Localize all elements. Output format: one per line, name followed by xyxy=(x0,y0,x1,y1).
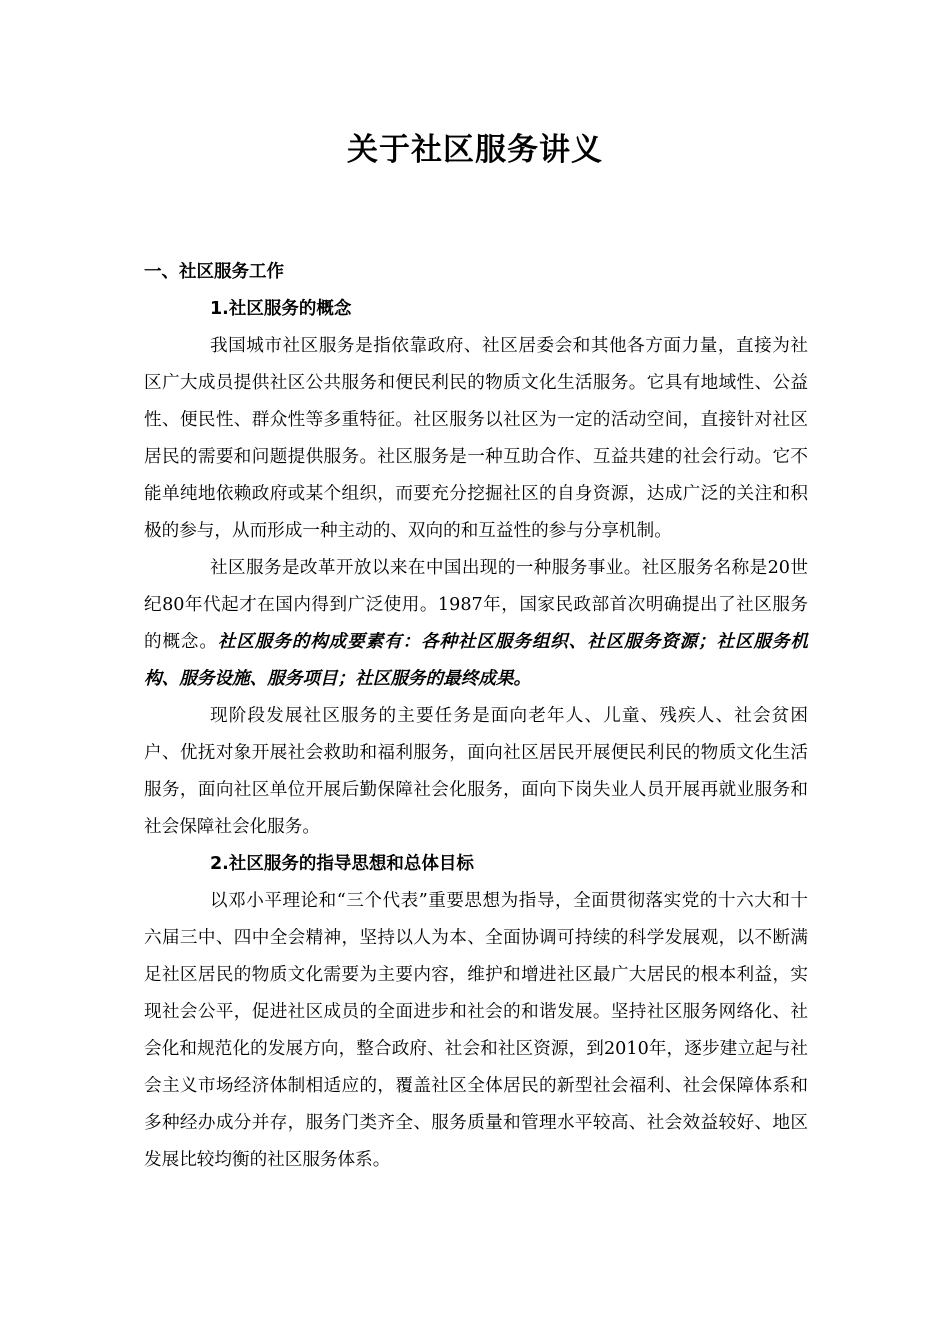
paragraph-history-text: 社区服务是改革开放以来在中国出现的一种服务事业。社区服务名称是20世纪80年代起才在国内得到广泛使用。1987年，国家民政部首次明确提出了社区服务的概念。 xyxy=(144,558,808,652)
subsection-heading-guiding-thought: 2.社区服务的指导思想和总体目标 xyxy=(210,854,474,874)
paragraph-concept-history xyxy=(144,550,808,698)
section-heading: 一、社区服务工作 xyxy=(144,262,284,282)
paragraph-concept-definition: 我国城市社区服务是指依靠政府、社区居委会和其他各方面力量，直接为社区广大成员提供社区公共服务和便民利民的物质文化生活服务。它具有地域性、公益性、便民性、群众性等多重特征。社区服务以社区为一定的活动空间，直接针对社区居民的需要和问题提供服务。社区服务是一种互助合作、互益共建的社会行动。它不能单纯地依赖政府或某个组织，而要充分挖掘社区的自身资源，达成广泛的关注和积极的参与，从而形成一种主动的、双向的和互益性的参与分享机制。 xyxy=(144,336,808,541)
paragraph-main-tasks: 现阶段发展社区服务的主要任务是面向老年人、儿童、残疾人、社会贫困户、优抚对象开展社会救助和福利服务，面向社区居民开展便民利民的物质文化生活服务，面向社区单位开展后勤保障社会化服务，面向下岗失业人员开展再就业服务和社会保障社会化服务。 xyxy=(144,706,808,837)
paragraph-guiding-thought: 以邓小平理论和“三个代表”重要思想为指导，全面贯彻落实党的十六大和十六届三中、四中全会精神，坚持以人为本、全面协调可持续的科学发展观，以不断满足社区居民的物质文化需要为主要内容，维护和增进社区最广大居民的根本利益，实现社会公平，促进社区成员的全面进步和社会的和谐发展。坚持社区服务网络化、社会化和规范化的发展方向，整合政府、社会和社区资源，到2010年，逐步建立起与社会主义市场经济体制相适应的，覆盖社区全体居民的新型社会福利、社会保障体系和多种经办成分并存，服务门类齐全、服务质量和管理水平较高、社会效益较好、地区发展比较均衡的社区服务体系。 xyxy=(144,891,808,1170)
emphasis-components-text: 社区服务的构成要素有：各种社区服务组织、社区服务资源；社区服务机构、服务设施、服务项目；社区服务的最终成果。 xyxy=(144,632,808,689)
document-title: 关于社区服务讲义 xyxy=(347,132,603,168)
subsection-heading-concept: 1.社区服务的概念 xyxy=(210,299,352,319)
document-body xyxy=(144,254,808,1179)
